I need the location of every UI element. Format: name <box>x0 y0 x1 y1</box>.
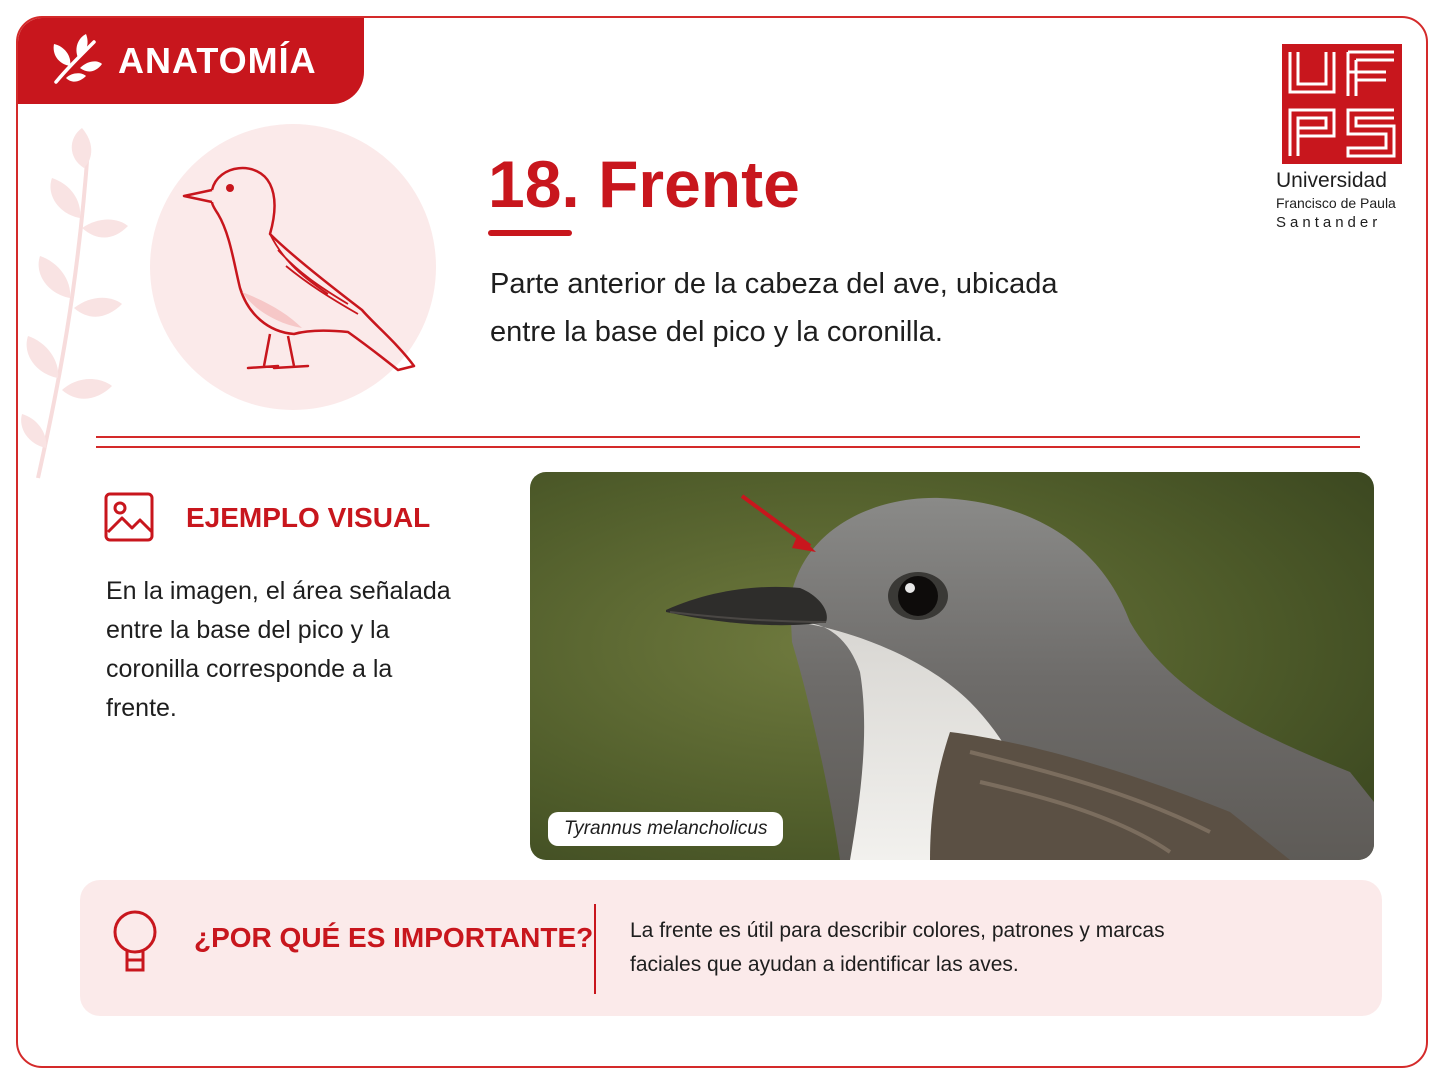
bird-photo <box>530 472 1374 860</box>
leaf-icon <box>48 34 104 88</box>
university-name-line3: Santander <box>1276 214 1382 231</box>
photo-caption: Tyrannus melancholicus <box>548 812 783 846</box>
visual-example-text: En la imagen, el área señalada entre la base del pico y la coronilla corresponde a la frente. <box>106 577 451 722</box>
image-icon <box>104 492 154 542</box>
importance-text: La frente es útil para describir colores, patrones y marcas faciales que ayudan a identificar las aves. <box>630 919 1165 976</box>
anatomy-card <box>16 16 1428 1068</box>
category-tag <box>18 18 364 104</box>
university-name-line1: Universidad <box>1276 169 1387 192</box>
pin-icon <box>110 910 160 974</box>
term-title: 18. Frente <box>488 147 800 221</box>
importance-separator <box>594 904 596 994</box>
section-divider-top <box>96 436 1360 438</box>
university-name-line2: Francisco de Paula <box>1276 195 1396 211</box>
term-description: Parte anterior de la cabeza del ave, ubicada entre la base del pico y la coronilla. <box>490 268 1058 348</box>
bird-outline-icon <box>178 154 418 382</box>
decorative-leaves-icon <box>18 128 138 488</box>
visual-example-title: EJEMPLO VISUAL <box>186 502 431 533</box>
category-label: ANATOMÍA <box>118 40 317 81</box>
university-name <box>1276 168 1406 234</box>
section-divider-bottom <box>96 446 1360 448</box>
importance-title: ¿POR QUÉ ES IMPORTANTE? <box>194 922 594 953</box>
title-underline <box>488 230 572 236</box>
ufps-logo <box>1282 44 1402 164</box>
